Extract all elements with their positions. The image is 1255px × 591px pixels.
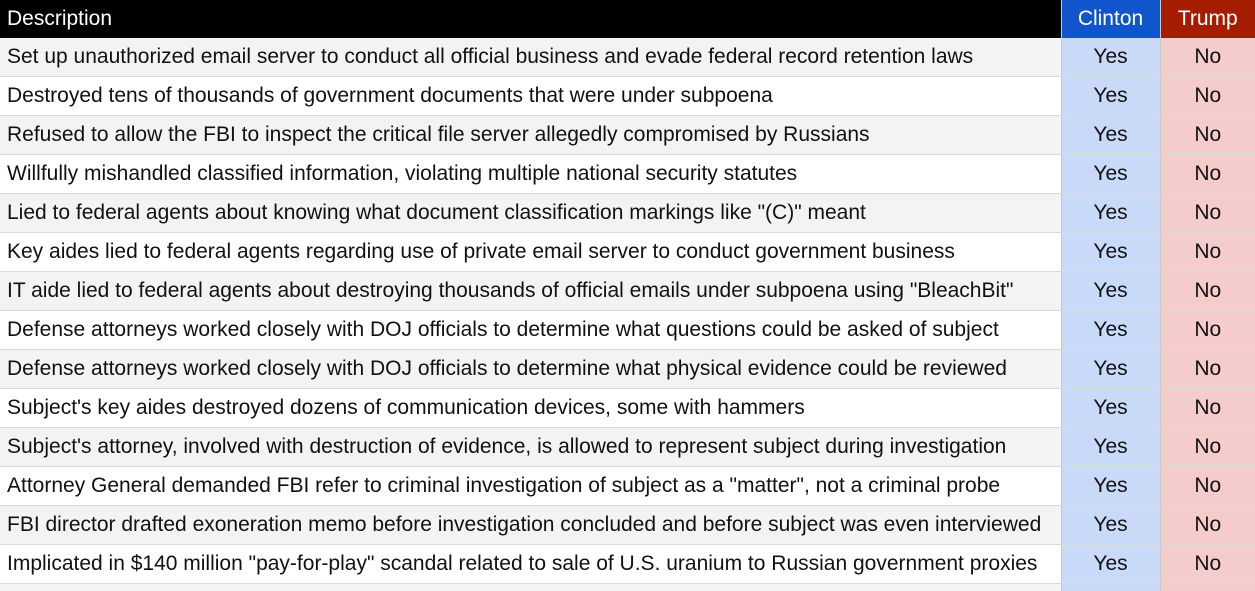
clinton-cell[interactable]: Yes [1061,428,1160,467]
clinton-cell[interactable]: Yes [1061,272,1160,311]
trump-cell[interactable]: No [1160,194,1255,233]
trump-cell[interactable]: No [1160,155,1255,194]
table-row [0,77,1255,116]
table-row [0,428,1255,467]
empty-cell[interactable] [0,584,1061,591]
trump-cell[interactable]: No [1160,389,1255,428]
trump-cell[interactable]: No [1160,545,1255,584]
table-row [0,116,1255,155]
table-row [0,506,1255,545]
header-description[interactable]: Description [0,0,1061,38]
clinton-cell[interactable]: Yes [1061,311,1160,350]
description-cell[interactable]: Lied to federal agents about knowing what document classification markings like "(C)" meant [0,194,1061,233]
description-cell[interactable]: Willfully mishandled classified information, violating multiple national security statutes [0,155,1061,194]
table-row [0,467,1255,506]
clinton-cell[interactable]: Yes [1061,194,1160,233]
trump-cell[interactable]: No [1160,506,1255,545]
description-cell[interactable]: FBI director drafted exoneration memo before investigation concluded and before subject was even interviewed [0,506,1061,545]
clinton-cell[interactable]: Yes [1061,77,1160,116]
description-cell[interactable]: Defense attorneys worked closely with DOJ officials to determine what physical evidence could be reviewed [0,350,1061,389]
table-row [0,350,1255,389]
table-row [0,389,1255,428]
table-row [0,38,1255,77]
trump-cell[interactable]: No [1160,38,1255,77]
description-cell[interactable]: Implicated in $140 million "pay-for-play" scandal related to sale of U.S. uranium to Russian government proxies [0,545,1061,584]
clinton-cell[interactable]: Yes [1061,233,1160,272]
table-row-partial [0,584,1255,591]
description-cell[interactable]: Subject's attorney, involved with destruction of evidence, is allowed to represent subject during investigation [0,428,1061,467]
table-row [0,311,1255,350]
clinton-cell[interactable]: Yes [1061,116,1160,155]
header-clinton[interactable]: Clinton [1061,0,1160,38]
clinton-cell[interactable]: Yes [1061,506,1160,545]
trump-cell[interactable]: No [1160,467,1255,506]
table-row [0,233,1255,272]
description-cell[interactable]: Subject's key aides destroyed dozens of communication devices, some with hammers [0,389,1061,428]
table-row [0,155,1255,194]
description-cell[interactable]: Defense attorneys worked closely with DOJ officials to determine what questions could be asked of subject [0,311,1061,350]
description-cell[interactable]: IT aide lied to federal agents about destroying thousands of official emails under subpoena using "BleachBit" [0,272,1061,311]
description-cell[interactable]: Refused to allow the FBI to inspect the critical file server allegedly compromised by Russians [0,116,1061,155]
description-cell[interactable]: Destroyed tens of thousands of government documents that were under subpoena [0,77,1061,116]
clinton-cell[interactable]: Yes [1061,389,1160,428]
header-row [0,0,1255,38]
table-row [0,545,1255,584]
description-cell[interactable]: Attorney General demanded FBI refer to criminal investigation of subject as a "matter", not a criminal probe [0,467,1061,506]
clinton-cell[interactable]: Yes [1061,155,1160,194]
clinton-cell[interactable]: Yes [1061,545,1160,584]
clinton-cell[interactable]: Yes [1061,38,1160,77]
table-row [0,272,1255,311]
trump-cell[interactable]: No [1160,77,1255,116]
trump-cell[interactable]: No [1160,272,1255,311]
clinton-cell[interactable]: Yes [1061,467,1160,506]
header-trump[interactable]: Trump [1160,0,1255,38]
table-row [0,194,1255,233]
trump-cell[interactable]: No [1160,350,1255,389]
description-cell[interactable]: Key aides lied to federal agents regarding use of private email server to conduct government business [0,233,1061,272]
trump-cell[interactable]: No [1160,233,1255,272]
clinton-cell[interactable]: Yes [1061,350,1160,389]
description-cell[interactable]: Set up unauthorized email server to conduct all official business and evade federal record retention laws [0,38,1061,77]
empty-cell[interactable] [1061,584,1160,591]
trump-cell[interactable]: No [1160,428,1255,467]
trump-cell[interactable]: No [1160,311,1255,350]
trump-cell[interactable]: No [1160,116,1255,155]
empty-cell[interactable] [1160,584,1255,591]
